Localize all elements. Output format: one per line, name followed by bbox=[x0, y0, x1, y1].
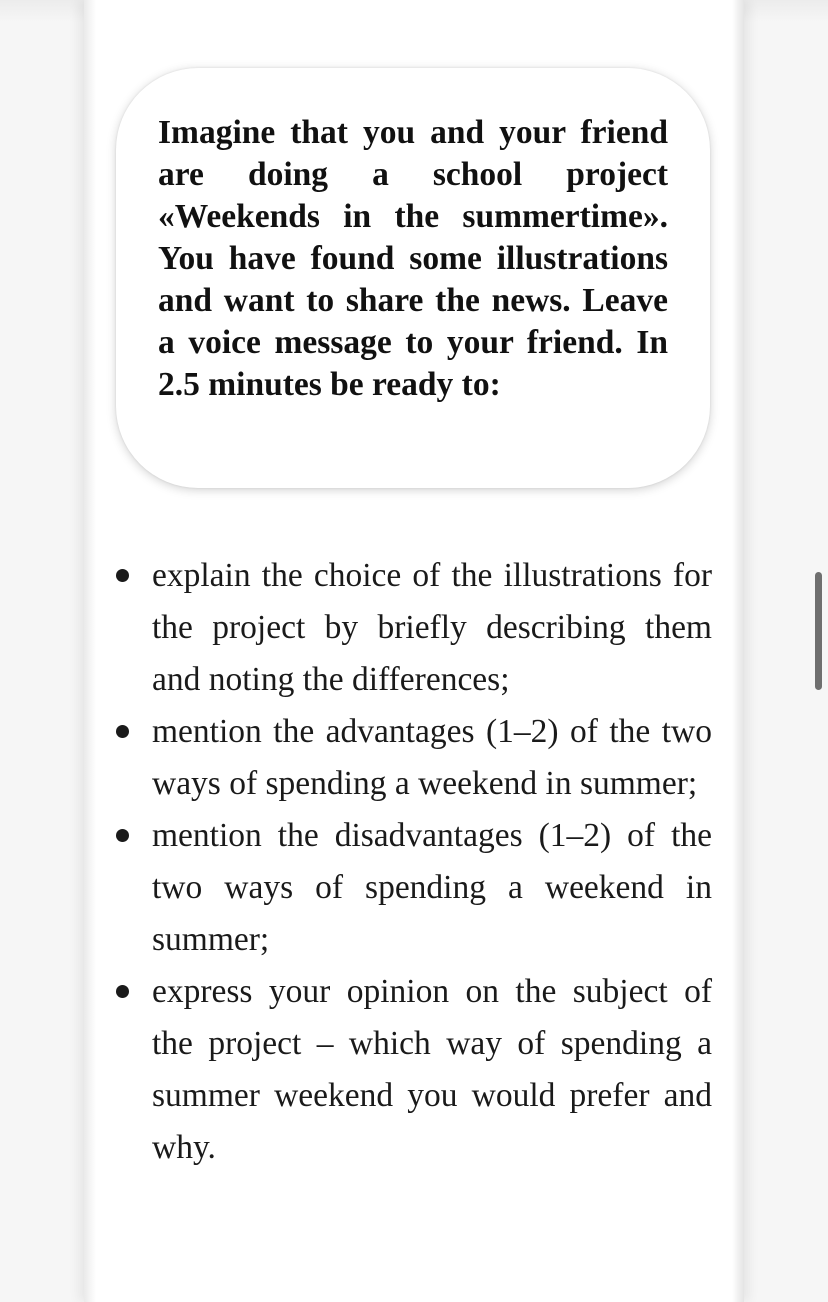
task-list bbox=[152, 550, 712, 1174]
bullet-icon bbox=[116, 829, 129, 842]
document-page bbox=[84, 0, 744, 1302]
task-instruction-text: Imagine that you and your friend are doing a school project «Weekends in the summertime». You have found some illustrations and want to share the news. Leave a voice message to your friend. In 2.5 minutes be ready to: bbox=[158, 114, 668, 403]
task-list-item bbox=[152, 966, 712, 1174]
bullet-icon bbox=[116, 725, 129, 738]
task-item-text: express your opinion on the subject of the project – which way of spending a summer weekend you would prefer and why. bbox=[152, 973, 712, 1166]
task-list-item bbox=[152, 550, 712, 706]
task-item-text: mention the disadvantages (1–2) of the two ways of spending a weekend in summer; bbox=[152, 817, 712, 958]
task-list-item bbox=[152, 706, 712, 810]
page-edge-left bbox=[84, 0, 96, 1302]
page-edge-right bbox=[732, 0, 744, 1302]
vertical-scrollbar[interactable] bbox=[815, 572, 822, 690]
task-item-text: explain the choice of the illustrations for the project by briefly describing them and noting the differences; bbox=[152, 557, 712, 698]
bullet-icon bbox=[116, 569, 129, 582]
task-item-text: mention the advantages (1–2) of the two ways of spending a weekend in summer; bbox=[152, 713, 712, 802]
task-list-item bbox=[152, 810, 712, 966]
task-instruction-card bbox=[116, 68, 710, 488]
bullet-icon bbox=[116, 985, 129, 998]
